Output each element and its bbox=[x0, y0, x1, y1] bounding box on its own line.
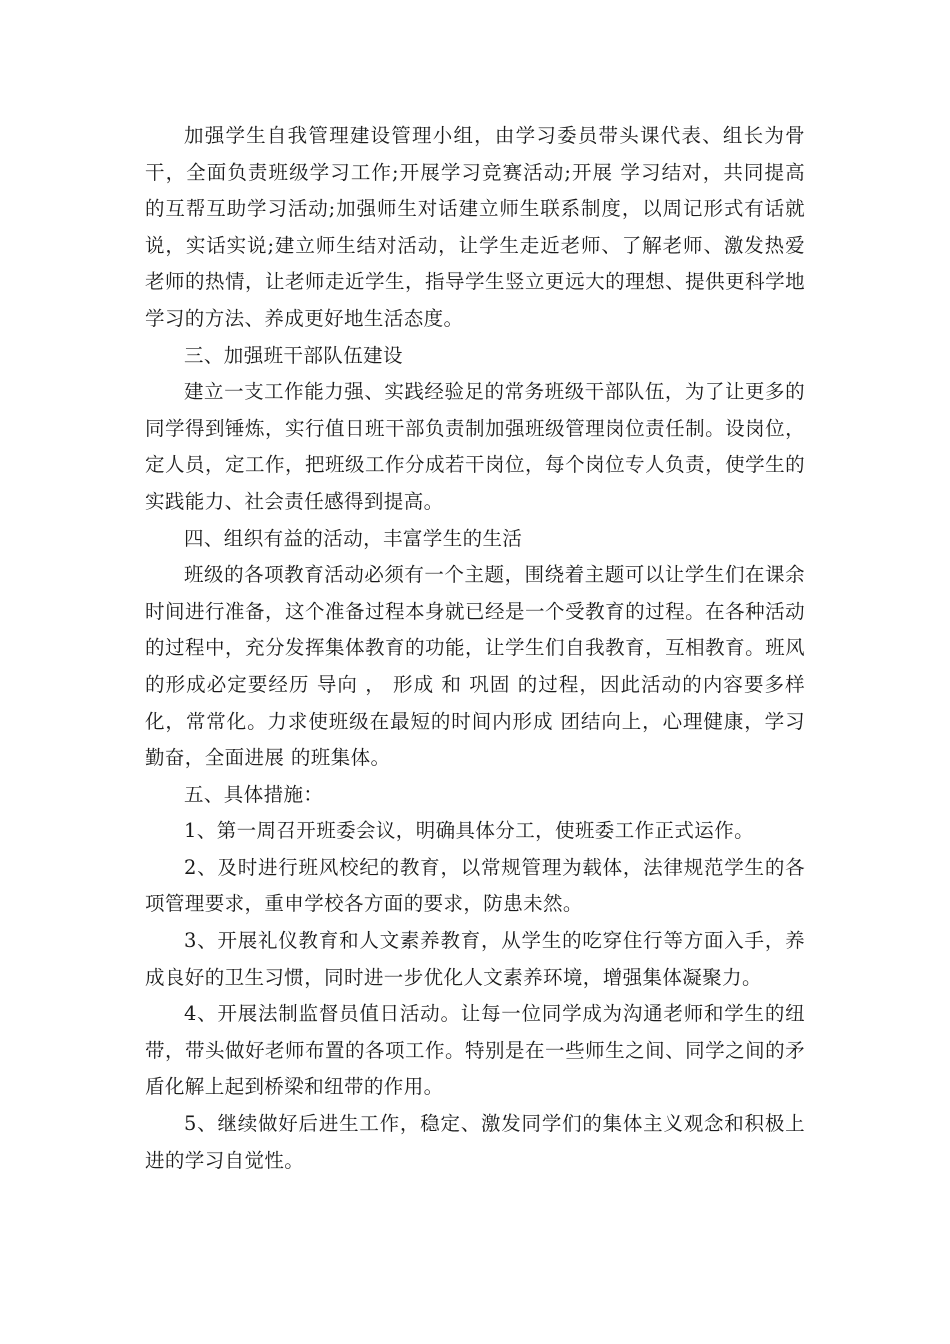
measure-item-4: 4、开展法制监督员值日活动。让每一位同学成为沟通老师和学生的纽带，带头做好老师布置的各项工作。特别是在一些师生之间、同学之间的矛盾化解上起到桥梁和纽带的作用。 bbox=[145, 1002, 805, 1099]
measure-item-5: 5、继续做好后进生工作，稳定、激发同学们的集体主义观念和积极上进的学习自觉性。 bbox=[145, 1112, 805, 1172]
section-heading-4: 四、组织有益的活动，丰富学生的生活 bbox=[184, 526, 523, 550]
document-body bbox=[145, 118, 805, 1179]
paragraph-self-management: 加强学生自我管理建设管理小组，由学习委员带头课代表、组长为骨干，全面负责班级学习工作;开展学习竞赛活动;开展 学习结对，共同提高 的互帮互助学习活动;加强师生对话建立师生联系制度，以周记形式有话就说，实话实说;建立师生结对活动，让学生走近老师、了解老师、激发热爱老师的热情，让老师走近学生，指导学生竖立更远大的理想、提供更科学地学习的方法、养成更好地生活态度。 bbox=[145, 124, 805, 330]
measure-item-2: 2、及时进行班风校纪的教育，以常规管理为载体，法律规范学生的各项管理要求，重申学校各方面的要求，防患未然。 bbox=[145, 855, 805, 916]
section-heading-3: 三、加强班干部队伍建设 bbox=[184, 343, 403, 367]
section-heading-5: 五、具体措施： bbox=[184, 782, 324, 806]
paragraph-activities: 班级的各项教育活动必须有一个主题，围绕着主题可以让学生们在课余时间进行准备，这个准备过程本身就已经是一个受教育的过程。在各种活动的过程中，充分发挥集体教育的功能，让学生们自我教育，互相教育。班风的形成必定要经历 导向 ， 形成 和 巩固 的过程，因此活动的内容要多样化，常常化。力求使班级在最短的时间内形成 团结向上，心理健康，学习勤奋，全面进展 的班集体。 bbox=[145, 563, 805, 770]
measure-item-3: 3、开展礼仪教育和人文素养教育，从学生的吃穿住行等方面入手，养成良好的卫生习惯，同时进一步优化人文素养环境，增强集体凝聚力。 bbox=[145, 929, 805, 989]
measure-item-1: 1、第一周召开班委会议，明确具体分工，使班委工作正式运作。 bbox=[184, 819, 755, 843]
paragraph-class-cadre: 建立一支工作能力强、实践经验足的常务班级干部队伍，为了让更多的同学得到锤炼，实行值日班干部负责制加强班级管理岗位责任制。设岗位，定人员，定工作，把班级工作分成若干岗位，每个岗位专人负责，使学生的实践能力、社会责任感得到提高。 bbox=[145, 380, 805, 513]
